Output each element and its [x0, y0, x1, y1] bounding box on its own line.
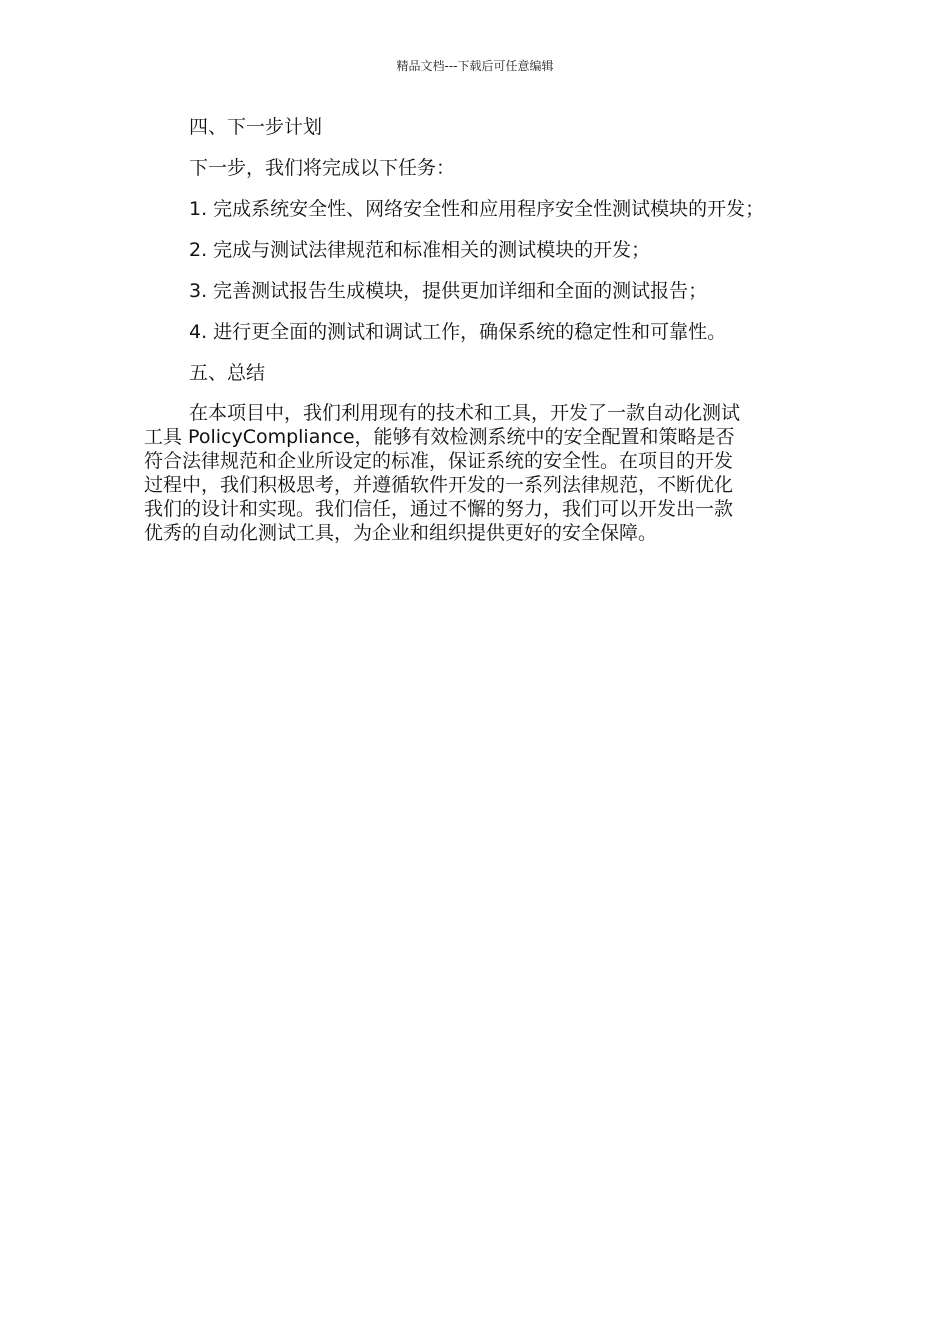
summary-line: 符合法律规范和企业所设定的标准，保证系统的安全性。在项目的开发: [144, 450, 734, 472]
section-5-title: 五、总结: [189, 362, 266, 384]
summary-line: 过程中，我们积极思考，并遵循软件开发的一系列法律规范，不断优化: [144, 474, 734, 496]
task-item-2: 2. 完成与测试法律规范和标准相关的测试模块的开发；: [189, 239, 651, 261]
task-item-3: 3. 完善测试报告生成模块，提供更加详细和全面的测试报告；: [189, 280, 708, 302]
summary-line: 在本项目中，我们利用现有的技术和工具，开发了一款自动化测试: [189, 402, 741, 424]
summary-line: 优秀的自动化测试工具，为企业和组织提供更好的安全保障。: [144, 522, 658, 544]
header-note: 精品文档---下载后可任意编辑: [396, 59, 554, 73]
section-4-title: 四、下一步计划: [189, 116, 323, 138]
task-intro: 下一步，我们将完成以下任务：: [189, 157, 456, 179]
document-body: [144, 114, 814, 545]
summary-line: 工具 PolicyCompliance，能够有效检测系统中的安全配置和策略是否: [144, 426, 735, 448]
task-item-4: 4. 进行更全面的测试和调试工作，确保系统的稳定性和可靠性。: [189, 321, 727, 343]
summary-line: 我们的设计和实现。我们信任，通过不懈的努力，我们可以开发出一款: [144, 498, 734, 520]
task-item-1: 1. 完成系统安全性、网络安全性和应用程序安全性测试模块的开发；: [189, 198, 765, 220]
summary-paragraph: [144, 401, 794, 545]
